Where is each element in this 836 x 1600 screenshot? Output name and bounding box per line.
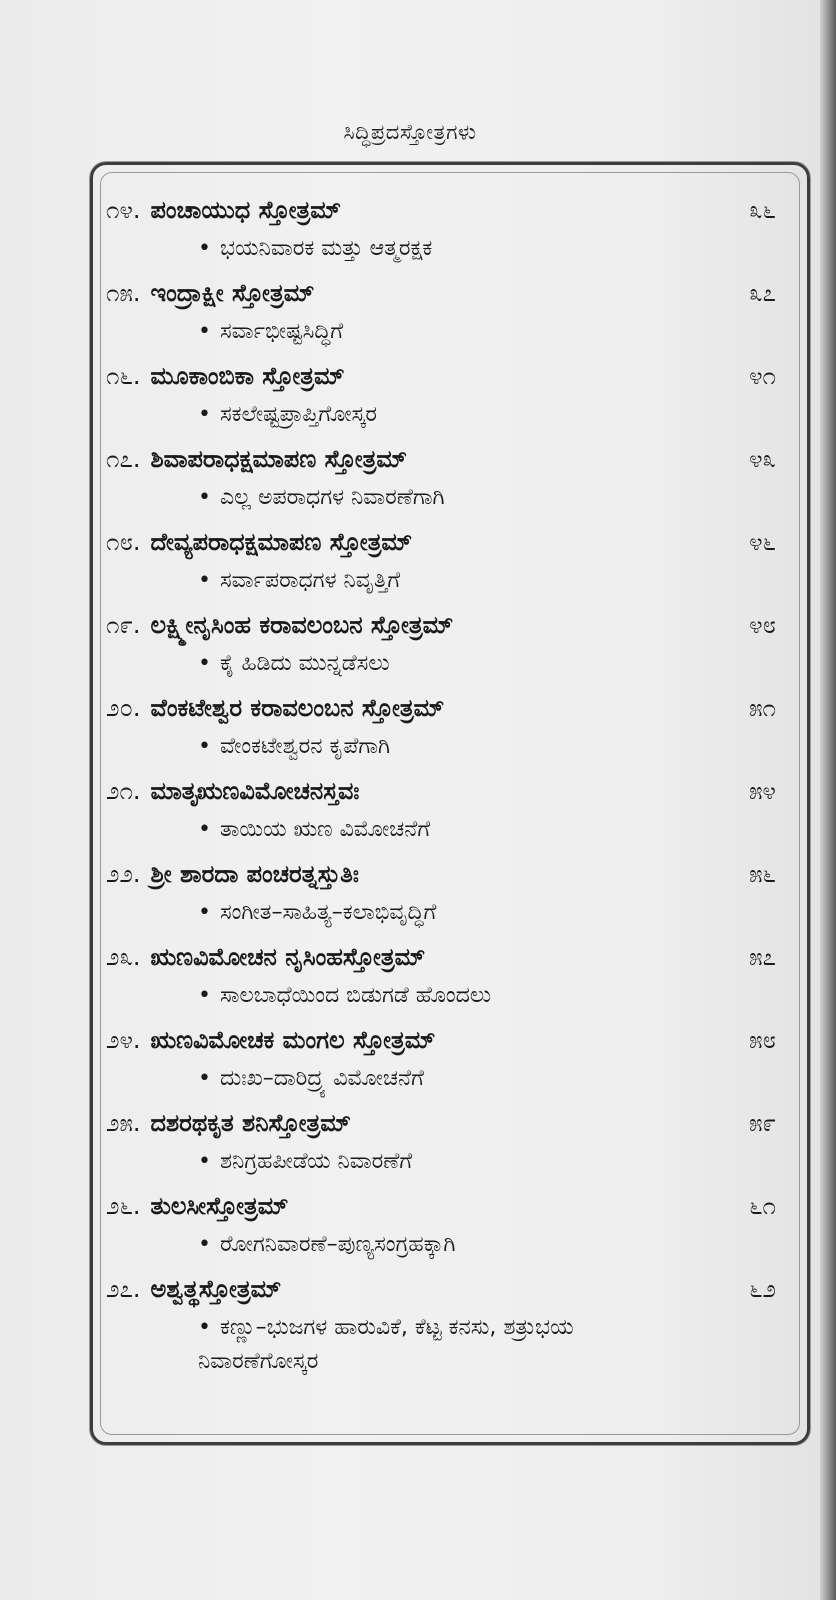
- toc-entry: [106, 609, 796, 692]
- entry-number: ೨೧.: [106, 777, 141, 805]
- entry-subtitle: [198, 1062, 698, 1096]
- entry-title-line: [106, 194, 706, 226]
- entry-title-line: [106, 775, 706, 807]
- toc-entry: [106, 941, 796, 1024]
- entry-number: ೧೯.: [106, 611, 141, 639]
- entry-page-number: ೪೬: [749, 528, 776, 556]
- entry-title-line: [106, 360, 706, 392]
- entry-subtitle: [198, 1228, 698, 1262]
- bullet-icon: •: [198, 568, 211, 593]
- entry-number: ೨೦.: [106, 694, 141, 722]
- entry-page-number: ೩೬: [749, 196, 776, 224]
- bullet-icon: •: [198, 485, 211, 510]
- entry-title-line: [106, 1107, 706, 1139]
- toc-entry: [106, 360, 796, 443]
- entry-subtitle-text: ಸರ್ವಾಪರಾಧಗಳ ನಿವೃತ್ತಿಗೆ: [220, 568, 401, 593]
- toc-entry: [106, 277, 796, 360]
- entry-title: ಋಣವಿಮೋಚಕ ಮಂಗಲ ಸ್ತೋತ್ರಮ್: [150, 1026, 436, 1054]
- entry-subtitle: [198, 1311, 698, 1379]
- toc-entry: [106, 692, 796, 775]
- toc-entry: [106, 1190, 796, 1273]
- entry-subtitle-text: ರೋಗನಿವಾರಣೆ–ಪುಣ್ಯಸಂಗ್ರಹಕ್ಕಾಗಿ: [220, 1232, 456, 1257]
- bullet-icon: •: [198, 1149, 211, 1174]
- entry-page-number: ೬೨: [749, 1275, 776, 1303]
- entry-subtitle-text: ಎಲ್ಲ ಅಪರಾಧಗಳ ನಿವಾರಣೆಗಾಗಿ: [220, 485, 445, 510]
- entry-number: ೨೭.: [106, 1275, 141, 1303]
- entry-subtitle-text: ಕೈ ಹಿಡಿದು ಮುನ್ನಡೆಸಲು: [220, 651, 390, 676]
- entry-page-number: ೩೭: [749, 279, 776, 307]
- entry-title: ಋಣವಿಮೋಚನ ನೃಸಿಂಹಸ್ತೋತ್ರಮ್: [150, 943, 426, 971]
- entry-subtitle: [198, 979, 698, 1013]
- bullet-icon: •: [198, 734, 211, 759]
- bullet-icon: •: [198, 319, 211, 344]
- entry-page-number: ೫೬: [749, 860, 776, 888]
- entry-subtitle: [198, 1145, 698, 1179]
- entry-page-number: ೪೧: [749, 362, 776, 390]
- bullet-icon: •: [198, 1315, 211, 1340]
- entry-title-line: [106, 1190, 706, 1222]
- entry-subtitle: [198, 647, 698, 681]
- toc-entry: [106, 443, 796, 526]
- entry-subtitle: [198, 315, 698, 349]
- entry-subtitle-text: ಶನಿಗ್ರಹಪೀಡೆಯ ನಿವಾರಣೆಗೆ: [220, 1149, 413, 1174]
- entry-page-number: ೪೮: [749, 611, 776, 639]
- entry-subtitle-text: ಸರ್ವಾಭೀಷ್ಟಸಿದ್ಧಿಗೆ: [220, 319, 344, 344]
- toc-entry: [106, 775, 796, 858]
- entry-number: ೨೫.: [106, 1109, 141, 1137]
- entry-number: ೨೨.: [106, 860, 141, 888]
- entry-title: ವೆಂಕಟೇಶ್ವರ ಕರಾವಲಂಬನ ಸ್ತೋತ್ರಮ್: [150, 694, 445, 722]
- bullet-icon: •: [198, 1066, 211, 1091]
- entry-title: ಶಿವಾಪರಾಧಕ್ಷಮಾಪಣ ಸ್ತೋತ್ರಮ್: [150, 445, 407, 473]
- entry-title-line: [106, 277, 706, 309]
- bullet-icon: •: [198, 900, 211, 925]
- entry-number: ೧೬.: [106, 362, 141, 390]
- toc-entry: [106, 858, 796, 941]
- entry-title: ಮೂಕಾಂಬಿಕಾ ಸ್ತೋತ್ರಮ್: [150, 362, 345, 390]
- page-edge-shadow: [820, 0, 836, 1600]
- entry-title-line: [106, 858, 706, 890]
- entry-subtitle-text: ಸಂಗೀತ–ಸಾಹಿತ್ಯ–ಕಲಾಭಿವೃದ್ಧಿಗೆ: [220, 900, 437, 925]
- entry-page-number: ೫೮: [749, 1026, 776, 1054]
- entry-title: ಮಾತೃಋಣವಿಮೋಚನಸ್ತವಃ: [150, 777, 360, 805]
- entry-title: ದೇವ್ಯಪರಾಧಕ್ಷಮಾಪಣ ಸ್ತೋತ್ರಮ್: [150, 528, 413, 556]
- entry-page-number: ೫೯: [749, 1109, 776, 1137]
- entry-title-line: [106, 526, 706, 558]
- bullet-icon: •: [198, 1232, 211, 1257]
- toc-entry: [106, 1024, 796, 1107]
- bullet-icon: •: [198, 817, 211, 842]
- entry-title-line: [106, 443, 706, 475]
- entry-title: ದಶರಥಕೃತ ಶನಿಸ್ತೋತ್ರಮ್: [150, 1109, 351, 1137]
- entry-number: ೧೪.: [106, 196, 141, 224]
- entry-number: ೧೭.: [106, 445, 141, 473]
- bullet-icon: •: [198, 236, 211, 261]
- entry-page-number: ೫೭: [749, 943, 776, 971]
- entry-number: ೨೬.: [106, 1192, 141, 1220]
- bullet-icon: •: [198, 402, 211, 427]
- entry-subtitle-text: ಸಾಲಬಾಧೆಯಿಂದ ಬಿಡುಗಡೆ ಹೊಂದಲು: [220, 983, 492, 1008]
- entry-subtitle-text: ಕಣ್ಣು–ಭುಜಗಳ ಹಾರುವಿಕೆ, ಕೆಟ್ಟ ಕನಸು, ಶತ್ರುಭಯ ನಿವಾರಣೆಗೋಸ್ಕರ: [198, 1315, 574, 1374]
- entry-title: ಪಂಚಾಯುಧ ಸ್ತೋತ್ರಮ್: [150, 196, 341, 224]
- entry-page-number: ೬೧: [749, 1192, 776, 1220]
- entry-page-number: ೫೧: [749, 694, 776, 722]
- entry-title-line: [106, 692, 706, 724]
- entry-title: ಲಕ್ಷ್ಮೀನೃಸಿಂಹ ಕರಾವಲಂಬನ ಸ್ತೋತ್ರಮ್: [150, 611, 454, 639]
- entry-number: ೨೩.: [106, 943, 141, 971]
- entry-number: ೧೫.: [106, 279, 141, 307]
- entry-subtitle: [198, 564, 698, 598]
- bullet-icon: •: [198, 983, 211, 1008]
- entry-subtitle-text: ತಾಯಿಯ ಋಣ ವಿಮೋಚನೆಗೆ: [220, 817, 431, 842]
- entry-title-line: [106, 1024, 706, 1056]
- entry-subtitle: [198, 398, 698, 432]
- entry-subtitle: [198, 896, 698, 930]
- entry-number: ೨೪.: [106, 1026, 141, 1054]
- entry-subtitle-text: ವೇಂಕಟೇಶ್ವರನ ಕೃಪೆಗಾಗಿ: [220, 734, 391, 759]
- entry-subtitle: [198, 730, 698, 764]
- entry-subtitle: [198, 813, 698, 847]
- entry-title-line: [106, 1273, 706, 1305]
- toc-entry: [106, 1273, 796, 1393]
- bullet-icon: •: [198, 651, 211, 676]
- entry-page-number: ೪೩: [749, 445, 776, 473]
- entry-title: ಶ್ರೀ ಶಾರದಾ ಪಂಚರತ್ನಸ್ತುತಿಃ: [150, 860, 359, 888]
- toc-entry: [106, 194, 796, 277]
- toc-entries: [106, 194, 796, 1393]
- entry-title: ಅಶ್ವತ್ಥಸ್ತೋತ್ರಮ್: [150, 1275, 282, 1303]
- toc-entry: [106, 526, 796, 609]
- entry-title-line: [106, 609, 706, 641]
- entry-page-number: ೫೪: [749, 777, 776, 805]
- entry-number: ೧೮.: [106, 528, 141, 556]
- entry-title: ತುಲಸೀಸ್ತೋತ್ರಮ್: [150, 1192, 289, 1220]
- entry-title-line: [106, 941, 706, 973]
- entry-subtitle-text: ಭಯನಿವಾರಕ ಮತ್ತು ಆತ್ಮರಕ್ಷಕ: [220, 236, 433, 261]
- entry-subtitle-text: ಸಕಲೇಷ್ಟಪ್ರಾಪ್ತಿಗೋಸ್ಕರ: [220, 402, 377, 427]
- entry-subtitle: [198, 481, 698, 515]
- entry-subtitle-text: ದುಃಖ–ದಾರಿದ್ರ್ಯ ವಿಮೋಚನೆಗೆ: [220, 1066, 424, 1091]
- entry-title: ಇಂದ್ರಾಕ್ಷೀ ಸ್ತೋತ್ರಮ್: [150, 279, 315, 307]
- running-head: ಸಿದ್ಧಿಪ್ರದಸ್ತೋತ್ರಗಳು: [343, 120, 477, 144]
- entry-subtitle: [198, 232, 698, 266]
- toc-entry: [106, 1107, 796, 1190]
